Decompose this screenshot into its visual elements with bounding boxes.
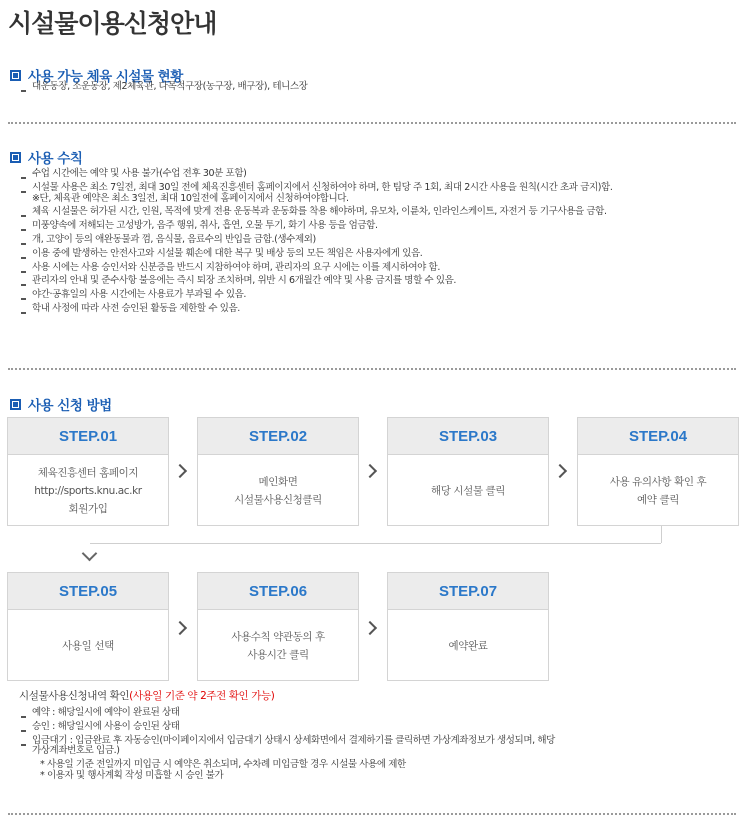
list-item: 사용 시에는 사용 승인서와 신분증을 반드시 지참하여야 하며, 관리자의 요구 시에는 이를 제시하여야 함. [20,263,735,274]
step-label: STEP.06 [198,573,358,610]
list-item: 개, 고양이 등의 애완동물과 껌, 음식물, 음료수의 반입을 금함.(생수제외) [20,235,735,246]
confirm-highlight: (사용일 기준 약 2주전 확인 가능) [129,690,275,702]
step-card-5 [7,572,169,681]
confirm-list [20,708,735,781]
step-card-7 [387,572,549,681]
step-label: STEP.04 [578,418,738,455]
flow-connector [661,526,662,543]
step-description: 예약완료 [448,639,488,652]
divider [8,122,736,124]
flow-connector [90,543,661,544]
method-heading: 사용 신청 방법 [28,398,112,414]
step-card-6 [197,572,359,681]
square-bullet-icon [10,152,21,163]
list-item: 미풍양속에 저해되는 고성방가, 음주 행위, 취사, 흡연, 오물 투기, 화기 사용 등을 엄금함. [20,221,735,232]
list-item: 입금대기 : 입금완료 후 자동승인(마이페이지에서 입금대기 상태시 상세화면에서 결제하기를 클릭하면 가상계좌정보가 생성되며, 해당 [20,736,735,747]
square-bullet-icon [10,70,21,81]
step-label: STEP.07 [388,573,548,610]
step-card-3 [387,417,549,526]
rules-section-header [10,147,82,167]
page-title: 시설물이용신청안내 [8,9,217,38]
rules-heading: 사용 수칙 [28,151,83,167]
list-item: 수업 시간에는 예약 및 사용 불가(수업 전후 30분 포함) [20,169,735,180]
list-item: 대운동장, 소운동장, 제2체육관, 다목적구장(농구장, 배구장), 테니스장 [20,82,735,93]
step-label: STEP.05 [8,573,168,610]
step-description: 사용수칙 약관동의 후 사용시간 클릭 [231,630,325,661]
list-item-continued: 가상계좌번호로 입금.) [32,745,120,757]
list-item: 이용 중에 발생하는 안전사고와 시설물 훼손에 대한 복구 및 배상 등의 모든 책임은 사용자에게 있음. [20,249,735,260]
chevron-down-icon [82,546,98,562]
list-item: 야간·공휴일의 사용 시간에는 사용료가 부과될 수 있음. [20,290,735,301]
step-label: STEP.01 [8,418,168,455]
square-bullet-icon [10,399,21,410]
list-item: 학내 사정에 따라 사전 승인된 활동을 제한할 수 있음. [20,304,735,315]
list-item-note: * 사용일 기준 전일까지 미입금 시 예약은 취소되며, 수차례 미입금할 경우 시설물 사용에 제한 [40,759,406,771]
list-item: 시설물 사용은 최소 7일전, 최대 30일 전에 체육진흥센터 홈페이지에서 신청하여야 하며, 한 팀당 주 1회, 최대 2시간 사용을 원칙(시간 초과 금지)함. [20,183,735,194]
list-item: 관리자의 안내 및 준수사항 불응에는 즉시 퇴장 조치하며, 위반 시 6개월간 예약 및 사용 금지를 명할 수 있음. [20,276,735,287]
list-item: 체육 시설물은 허가된 시간, 인원, 목적에 맞게 전용 운동복과 운동화를 착용 해야하며, 유모차, 이륜차, 인라인스케이트, 자전거 등 기구사용을 금함. [20,207,735,218]
step-label: STEP.02 [198,418,358,455]
chevron-right-icon [173,621,187,635]
confirm-heading [19,688,274,703]
step-card-1 [7,417,169,526]
facilities-heading: 사용 가능 체육 시설물 현황 [28,69,183,85]
method-section-header [10,394,112,414]
chevron-right-icon [553,464,567,478]
step-card-4 [577,417,739,526]
facilities-list [20,82,735,96]
divider [8,368,736,370]
step-card-2 [197,417,359,526]
chevron-right-icon [363,464,377,478]
list-item: 승인 : 해당일시에 사용이 승인된 상태 [20,722,735,733]
step-label: STEP.03 [388,418,548,455]
confirm-label: 시설물사용신청내역 확인 [19,690,130,702]
divider [8,813,736,815]
chevron-right-icon [363,621,377,635]
step-description: 해당 시설물 클릭 [430,484,506,497]
list-item: 예약 : 해당일시에 예약이 완료된 상태 [20,708,735,719]
list-item-note: * 이용자 및 행사계획 작성 미흡할 시 승인 불가 [40,769,224,781]
list-item-note: ※단, 체육관 예약은 최소 3일전, 최대 10일전에 홈페이지에서 신청하여야합니다. [32,192,349,204]
rules-list [20,169,735,318]
chevron-right-icon [173,464,187,478]
step-description: 메인화면 시설물사용신청클릭 [234,475,322,506]
step-description: 체육진흥센터 홈페이지 http://sports.knu.ac.kr 회원가입 [34,466,142,515]
step-description: 사용일 선택 [62,639,114,652]
step-description: 사용 유의사항 확인 후 예약 클릭 [609,475,707,506]
